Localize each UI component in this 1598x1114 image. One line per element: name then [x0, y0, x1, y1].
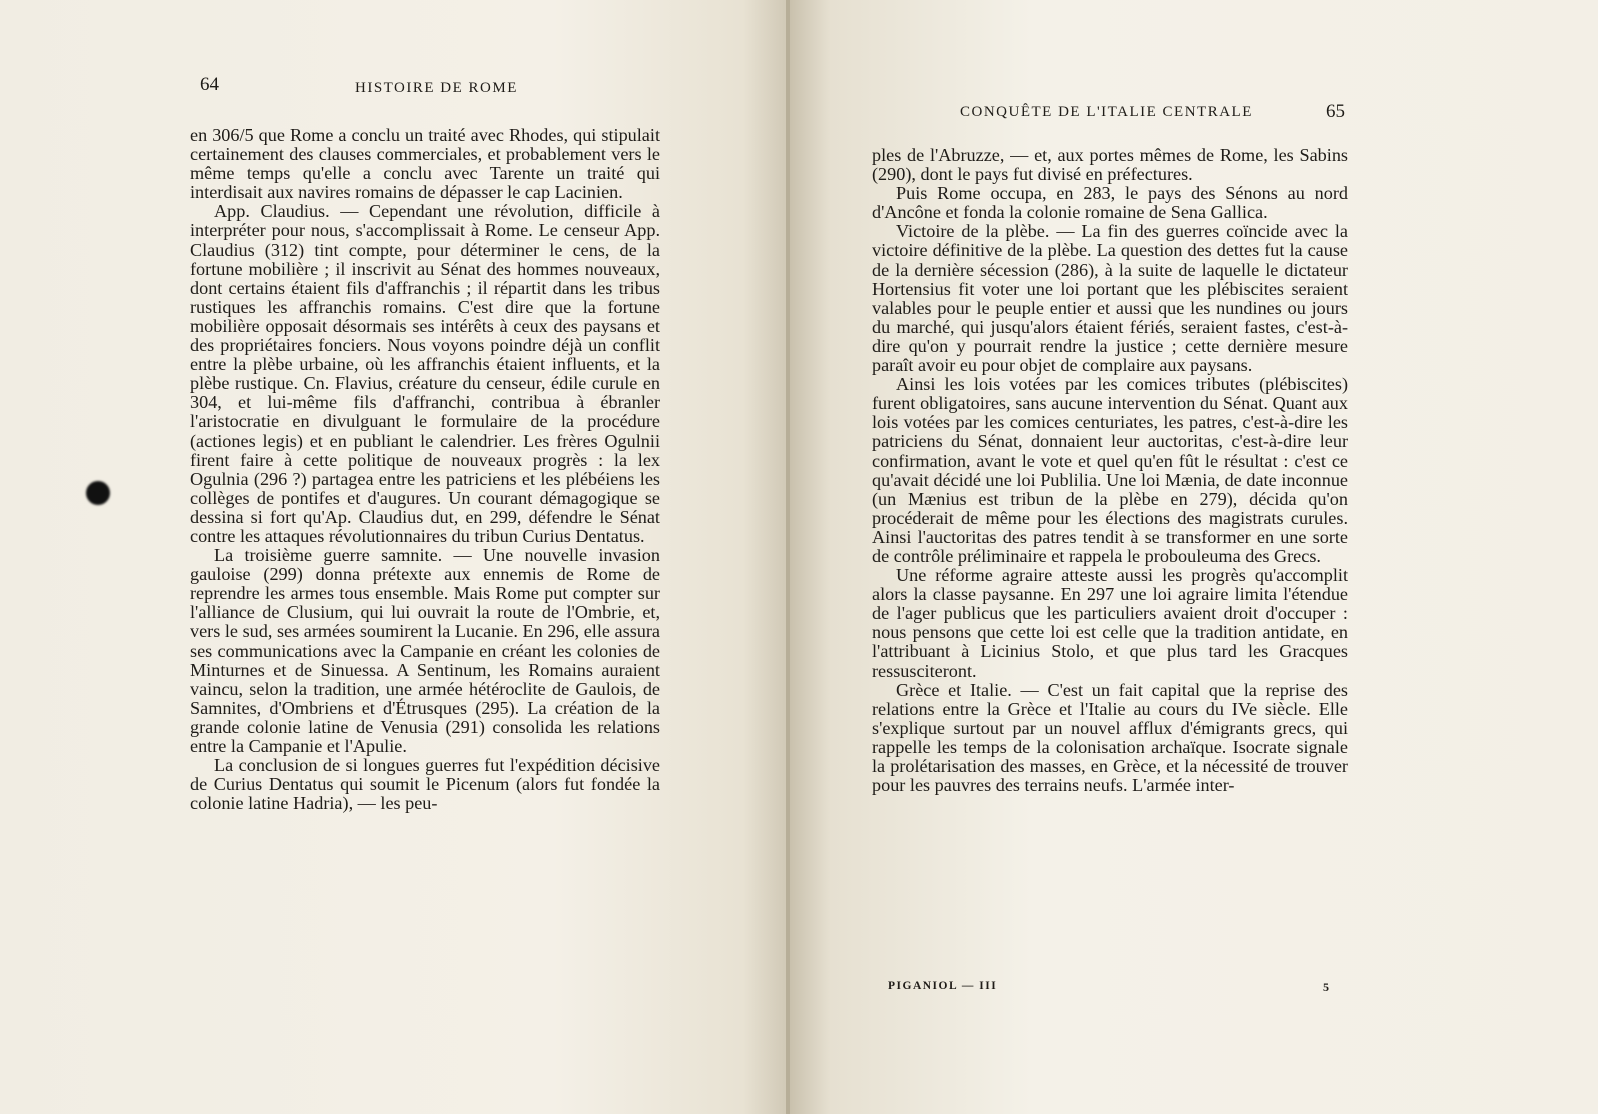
right-page: [790, 0, 1598, 1114]
paragraph: en 306/5 que Rome a conclu un traité avec Rhodes, qui stipulait certainement des clauses commerciales, et probablement vers le même temps qu'elle a conclu avec Tarente un traité qui interdisait aux navires romains de dépasser le cap Lacinien.: [190, 125, 660, 203]
running-header-left: HISTOIRE DE ROME: [355, 80, 518, 96]
ink-spot: [86, 481, 110, 505]
paragraph: La conclusion de si longues guerres fut l'expédition décisive de Curius Dentatus qui soumit le Picenum (alors fut fondée la colonie latine Hadria), — les peu-: [190, 755, 660, 814]
paragraph: Ainsi les lois votées par les comices tributes (plébiscites) furent obligatoires, sans aucune intervention du Sénat. Quant aux lois votées par les comices centuriates, les patres, c'est-à-dire les patriciens du Sénat, donnaient leur auctoritas, c'est-à-dire leur confirmation, avant le vote et quel qu'en fût le résultat : c'est ce qu'avait décidé une loi Publilia. Une loi Mænia, de date inconnue (un Mænius est tribun de la plèbe en 279), décida qu'on procéderait de même pour les élections des magistrats curules. Ainsi l'auctoritas des patres tendit à se transformer en une sorte de contrôle préliminaire et rappela le probouleuma des Grecs.: [872, 374, 1348, 566]
paragraph: ples de l'Abruzze, — et, aux portes mêmes de Rome, les Sabins (290), dont le pays fut divisé en préfectures.: [872, 145, 1348, 185]
signature-number: 5: [1323, 980, 1329, 994]
paragraph: La troisième guerre samnite. — Une nouvelle invasion gauloise (299) donna prétexte aux ennemis de Rome de reprendre les armes tous ensemble. Mais Rome put compter sur l'alliance de Clusium, qui lui ouvrait la route de l'Ombrie, et, vers le sud, ses armées soumirent la Lucanie. En 296, elle assura ses communications avec la Campanie en créant les colonies de Minturnes et de Sinuessa. A Sentinum, les Romains auraient vaincu, selon la tradition, une armée hétéroclite de Gaulois, de Samnites, d'Ombriens et d'Étrusques (295). La création de la grande colonie latine de Venusia (291) consolida les relations entre la Campanie et l'Apulie.: [190, 545, 660, 756]
running-header-right: CONQUÊTE DE L'ITALIE CENTRALE: [960, 104, 1253, 120]
right-text-block: [872, 146, 1348, 795]
paragraph: App. Claudius. — Cependant une révolution, difficile à interpréter pour nous, s'accomplissait à Rome. Le censeur App. Claudius (312) tint compte, pour déterminer le cens, de la fortune mobilière ; il inscrivit au Sénat des hommes nouveaux, dont certains étaient fils d'affranchis ; il répartit dans les tribus rustiques les affranchis romains. C'est dire que la fortune mobilière opposait désormais ses intérêts à ceux des paysans et des propriétaires fonciers. Nous voyons poindre déjà un conflit entre la plèbe urbaine, où les affranchis étaient influents, et la plèbe rustique. Cn. Flavius, créature du censeur, édile curule en 304, et lui-même fils d'affranchi, contribua à ébranler l'aristocratie en divulguant le formulaire de la procédure (actiones legis) et en publiant le calendrier. Les frères Ogulnii firent faire à cette politique de nouveaux progrès : la lex Ogulnia (296 ?) partagea entre les patriciens et les plébéiens les collèges de pontifes et d'augures. Un courant démagogique se dessina si fort qu'Ap. Claudius dut, en 299, défendre le Sénat contre les attaques révolutionnaires du tribun Curius Dentatus.: [190, 201, 660, 546]
left-text-block: [190, 126, 660, 813]
paragraph: Grèce et Italie. — C'est un fait capital que la reprise des relations entre la Grèce et l'Italie au cours du IVe siècle. Elle s'explique surtout par un nouvel afflux d'émigrants grecs, qui rappelle les temps de la colonisation archaïque. Isocrate signale la prolétarisation des masses, en Grèce, et la nécessité de trouver pour les pauvres des terrains neufs. L'armée inter-: [872, 679, 1348, 796]
printer-signature: PIGANIOL — III: [888, 980, 998, 992]
page-number-left: 64: [200, 74, 219, 95]
paragraph: Une réforme agraire atteste aussi les progrès qu'accomplit alors la classe paysanne. En 297 une loi agraire limita l'étendue de l'ager publicus que les particuliers avaient droit d'occuper : nous pensons que cette loi est celle que la tradition antidate, en l'attribuant à Licinius Stolo, et que plus tard les Gracques ressusciteront.: [872, 565, 1348, 681]
left-page: [0, 0, 790, 1114]
page-number-right: 65: [1326, 101, 1345, 122]
paragraph: Victoire de la plèbe. — La fin des guerres coïncide avec la victoire définitive de la plèbe. La question des dettes fut la cause de la dernière sécession (286), à la suite de laquelle le dictateur Hortensius fit voter une loi portant que les plébiscites seraient valables pour le peuple entier et aussi que les nundines ou jours du marché, qui jusqu'alors étaient fériés, seraient fastes, c'est-à-dire qu'on y pourrait rendre la justice ; cette dernière mesure paraît avoir eu pour objet de complaire aux paysans.: [872, 221, 1348, 376]
paragraph: Puis Rome occupa, en 283, le pays des Sénons au nord d'Ancône et fonda la colonie romaine de Sena Gallica.: [872, 183, 1348, 223]
